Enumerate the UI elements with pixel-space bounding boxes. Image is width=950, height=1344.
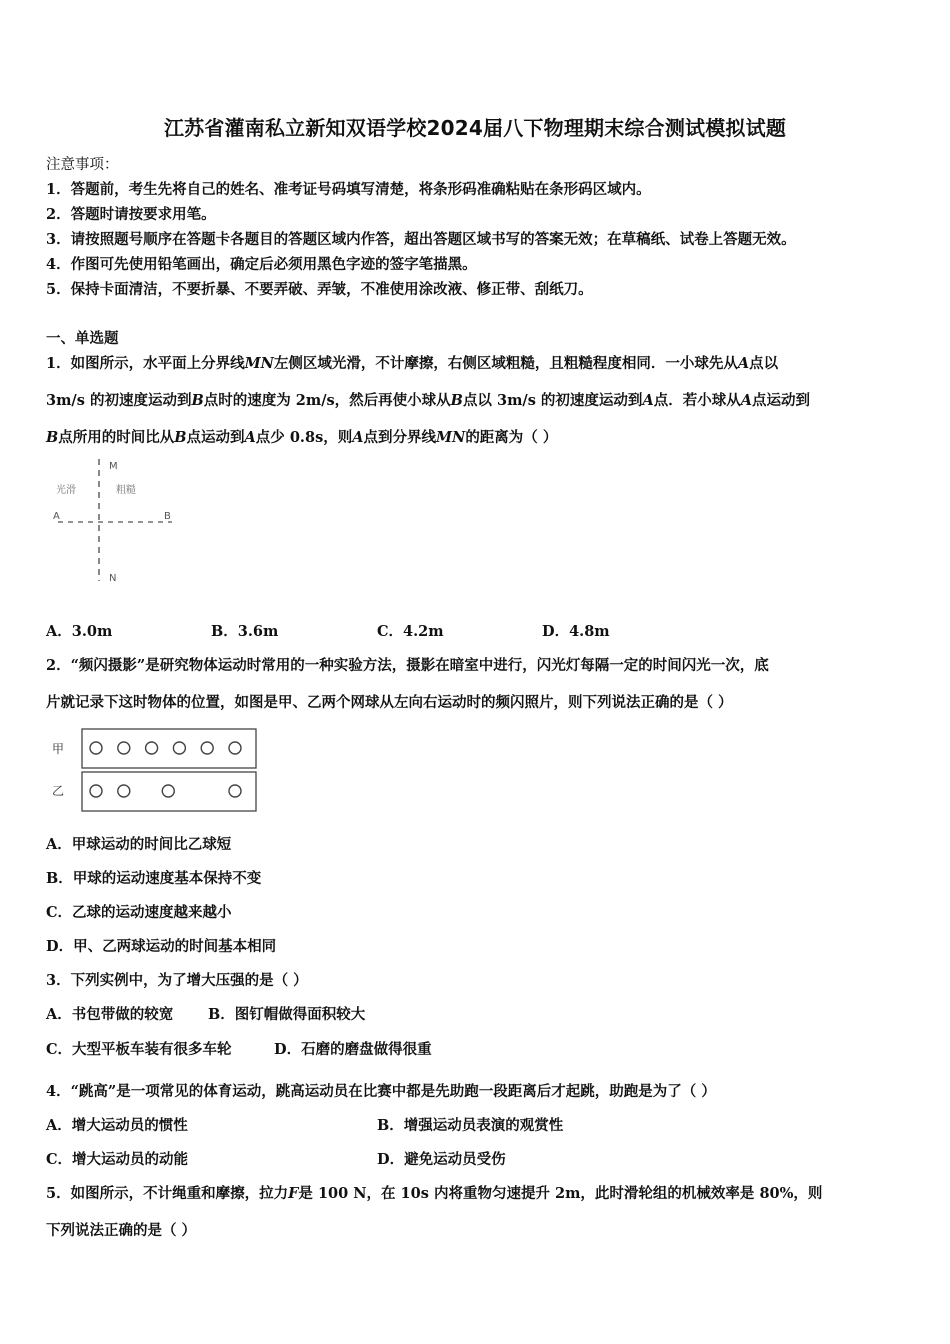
label-m: M — [109, 461, 118, 472]
notes-heading: 注意事项： — [46, 157, 119, 173]
ball-jia — [118, 742, 130, 754]
note-item: 4．作图可先使用铅笔画出，确定后必须用黑色字迹的签字笔描黑。 — [46, 256, 477, 273]
label-rough: 粗糙 — [116, 485, 136, 496]
q5-stem-line2: 下列说法正确的是（ ） — [46, 1222, 197, 1239]
note-item: 2．答题时请按要求用笔。 — [46, 206, 216, 223]
ball-yi — [118, 785, 130, 797]
q1-option-a: A．3.0m — [46, 623, 113, 640]
q2-stem-line1: 2．“频闪摄影”是研究物体运动时常用的一种实验方法，摄影在暗室中进行，闪光灯每隔一定的时间闪光一次，底 — [46, 657, 769, 674]
ball-yi — [162, 785, 174, 797]
q1-figure — [46, 455, 186, 590]
q2-option-a: A．甲球运动的时间比乙球短 — [46, 836, 232, 853]
q3-option-b: B．图钉帽做得面积较大 — [208, 1006, 366, 1023]
ball-jia — [146, 742, 158, 754]
note-item: 5．保持卡面清洁，不要折暴、不要弄破、弄皱，不准使用涂改液、修正带、刮纸刀。 — [46, 281, 593, 298]
ball-yi — [229, 785, 241, 797]
label-yi: 乙 — [52, 784, 65, 798]
q1-option-d: D．4.8m — [542, 623, 610, 640]
label-b: B — [164, 511, 171, 522]
q1-option-c: C．4.2m — [377, 623, 444, 640]
q4-option-b: B．增强运动员表演的观赏性 — [377, 1117, 564, 1134]
q1-stem-line2: 3m/s 的初速度运动到B点时的速度为 2m/s，然后再使小球从B点以 3m/s 的初速度运动到A点．若小球从A点运动到 — [46, 392, 810, 409]
section-heading: 一、单选题 — [46, 330, 119, 347]
q5-stem-line1: 5．如图所示，不计绳重和摩擦，拉力F是 100 N，在 10s 内将重物匀速提升 2m，此时滑轮组的机械效率是 80%，则 — [46, 1185, 823, 1202]
page-title: 江苏省灌南私立新知双语学校2024届八下物理期末综合测试模拟试题 — [163, 116, 787, 140]
q3-stem: 3．下列实例中，为了增大压强的是（ ） — [46, 972, 308, 989]
q3-option-a: A．书包带做的较宽 — [46, 1006, 174, 1023]
label-a: A — [53, 511, 60, 522]
q4-option-d: D．避免运动员受伤 — [377, 1151, 506, 1168]
q2-stem-line2: 片就记录下这时物体的位置，如图是甲、乙两个网球从左向右运动时的频闪照片，则下列说法正确的是（ ） — [46, 694, 733, 711]
ball-yi — [90, 785, 102, 797]
q1-stem-line1: 1．如图所示，水平面上分界线MN左侧区域光滑，不计摩擦，右侧区域粗糙，且粗糙程度相同．一小球先从A点以 — [46, 355, 779, 372]
ball-jia — [201, 742, 213, 754]
ball-jia — [173, 742, 185, 754]
q4-stem: 4．“跳高”是一项常见的体育运动，跳高运动员在比赛中都是先助跑一段距离后才起跳，助跑是为了（ ） — [46, 1083, 716, 1100]
q2-figure — [46, 726, 266, 818]
note-item: 1．答题前，考生先将自己的姓名、准考证号码填写清楚，将条形码准确粘贴在条形码区域内。 — [46, 181, 651, 198]
note-item: 3．请按照题号顺序在答题卡各题目的答题区域内作答，超出答题区域书写的答案无效；在草稿纸、试卷上答题无效。 — [46, 231, 796, 248]
q2-option-b: B．甲球的运动速度基本保持不变 — [46, 870, 262, 887]
label-smooth: 光滑 — [56, 485, 76, 496]
q2-option-c: C．乙球的运动速度越来越小 — [46, 904, 232, 921]
q4-option-a: A．增大运动员的惯性 — [46, 1117, 188, 1134]
label-jia: 甲 — [52, 742, 65, 756]
ball-jia — [229, 742, 241, 754]
q3-option-c: C．大型平板车装有很多车轮 — [46, 1041, 232, 1058]
ball-jia — [90, 742, 102, 754]
q2-option-d: D．甲、乙两球运动的时间基本相同 — [46, 938, 277, 955]
q4-option-c: C．增大运动员的动能 — [46, 1151, 189, 1168]
q1-option-b: B．3.6m — [211, 623, 279, 640]
label-n: N — [109, 573, 117, 584]
q3-option-d: D．石磨的磨盘做得很重 — [274, 1041, 432, 1058]
q1-stem-line3: B点所用的时间比从B点运动到A点少 0.8s，则A点到分界线MN的距离为（ ） — [46, 429, 558, 446]
